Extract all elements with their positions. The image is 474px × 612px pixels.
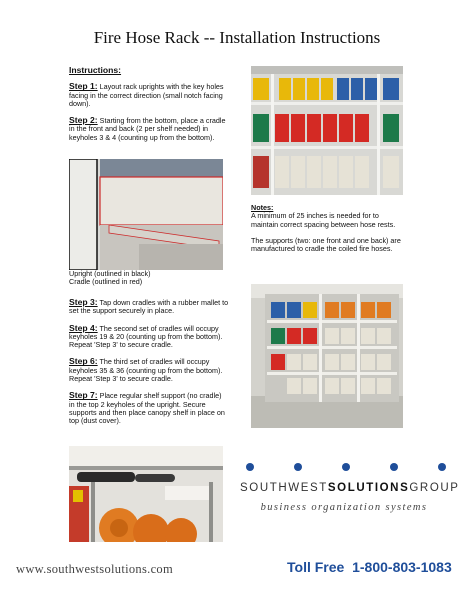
instructions-header: Instructions:: [69, 65, 122, 75]
steps-continued: [69, 298, 229, 426]
photo-captions: [69, 270, 229, 287]
brand-part-1: SOUTHWEST: [240, 482, 328, 494]
toll-free-phone: [287, 559, 452, 575]
hose-shelf-photo-bottom: [69, 446, 223, 542]
phone-number: 1-800-803-1083: [352, 559, 452, 575]
step-4: Step 4: The second set of cradles will occupy keyholes 19 & 20 (counting up from the bottom). Repeat 'Step 3' to secure cradle.: [69, 322, 223, 350]
brand-dot-icon: [438, 463, 446, 471]
brand-dot-icon: [342, 463, 350, 471]
step-3: Step 3: Tap down cradles with a rubber mallet to set the support securely in place.: [69, 297, 229, 316]
brand-dot-icon: [246, 463, 254, 471]
step-2: Step 2: Starting from the bottom, place a cradle in the front and back (2 per shelf needed) in keyholes 3 & 4 (counting up from the bottom).: [69, 115, 226, 142]
company-logo: [240, 482, 460, 494]
brand-dots: [240, 463, 450, 473]
page-title: Fire Hose Rack -- Installation Instructions: [93, 28, 381, 47]
step-7: Step 7: Place regular shelf support (no cradle) in the top 2 keyholes of the upright. Secure supports and then place canopy shelf in place on top (dust cover).: [69, 390, 225, 426]
hose-rack-photo-room: [251, 284, 403, 428]
notes-block: [251, 204, 403, 253]
phone-label: Toll Free: [287, 559, 345, 575]
brand-dot-icon: [294, 463, 302, 471]
company-tagline: business organization systems: [260, 502, 428, 513]
notes-header: Notes:: [251, 203, 274, 212]
step-6: Step 6: The third set of cradles will occupy keyholes 35 & 36 (counting up from the bottom). Repeat 'Step 3' to secure cradle.: [69, 356, 223, 384]
caption-cradle: Cradle (outlined in red): [69, 277, 143, 287]
note-spacing: A minimum of 25 inches is needed for to maintain correct spacing between hose rests.: [251, 211, 396, 229]
website-link[interactable]: www.southwestsolutions.com: [16, 562, 173, 576]
brand-part-3: GROUP: [409, 482, 460, 494]
step-1: Step 1: Layout rack uprights with the key holes facing in the correct direction (small notch facing down).: [69, 81, 224, 108]
instructions-block: [69, 66, 229, 142]
brand-dot-icon: [390, 463, 398, 471]
hose-rack-photo-top: [251, 66, 403, 195]
caption-upright: Upright (outlined in black): [69, 269, 151, 278]
upright-cradle-photo: [69, 159, 223, 270]
brand-part-2: SOLUTIONS: [327, 482, 410, 494]
note-supports: The supports (two: one front and one back) are manufactured to cradle the coiled fire hoses.: [251, 235, 401, 254]
